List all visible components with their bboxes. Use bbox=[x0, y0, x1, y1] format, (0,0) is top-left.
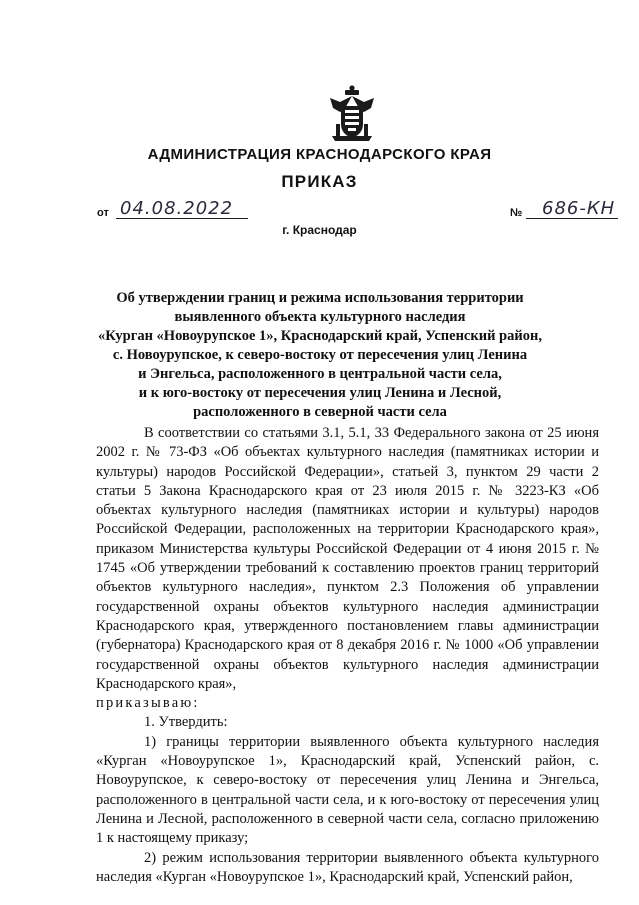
item-1-1-paragraph: 1) границы территории выявленного объекта культурного наследия «Курган «Новоурупское 1», Краснодарский край, Успенский район, с. Новоурупское, к северо-востоку от пересечения улиц Ленина и Энгельса, расположенного в центральной части села, и к юго-востоку от пересечения улиц Ленина и Лесной, расположенного в северной части села, согласно приложению 1 к настоящему приказу; bbox=[96, 733, 599, 847]
handwritten-number: 686-КН bbox=[542, 198, 616, 219]
title-line: с. Новоурупское, к северо-востоку от пересечения улиц Ленина bbox=[112, 347, 528, 363]
title-line: выявленного объекта культурного наследия bbox=[174, 309, 466, 325]
order-title bbox=[90, 289, 550, 422]
organization-name: АДМИНИСТРАЦИЯ КРАСНОДАРСКОГО КРАЯ bbox=[147, 146, 492, 163]
order-word: приказываю: bbox=[96, 695, 200, 712]
coat-of-arms-emblem bbox=[326, 84, 378, 142]
order-body bbox=[96, 424, 599, 887]
city-name: г. Краснодар bbox=[282, 223, 357, 237]
number-label: № bbox=[510, 207, 523, 219]
handwritten-date: 04.08.2022 bbox=[120, 198, 234, 219]
title-line: «Курган «Новоурупское 1», Краснодарский край, Успенский район, bbox=[98, 328, 542, 344]
title-line: расположенного в северной части села bbox=[193, 404, 447, 420]
title-line: и к юго-востоку от пересечения улиц Ленина и Лесной, bbox=[138, 385, 502, 401]
item-1-heading: 1. Утвердить: bbox=[144, 714, 228, 731]
item-1-2-paragraph: 2) режим использования территории выявленного объекта культурного наследия «Курган «Новоурупское 1», Краснодарский край, Успенский район, bbox=[96, 849, 599, 885]
title-line: и Энгельса, расположенного в центральной части села, bbox=[138, 366, 502, 382]
document-type: ПРИКАЗ bbox=[281, 172, 358, 191]
title-line: Об утверждении границ и режима использования территории bbox=[116, 290, 524, 306]
date-label: от bbox=[97, 207, 109, 219]
preamble-paragraph: В соответствии со статьями 3.1, 5.1, 33 Федерального закона от 25 июня 2002 г. № 73-ФЗ «Об объектах культурного наследия (памятниках истории и культуры) народов Российской Федерации», статьей 3, пунктом 29 части 2 статьи 5 Закона Краснодарского края от 23 июля 2015 г. № 3223-КЗ «Об объектах культурного наследия (памятниках истории и культуры) народов Российской Федерации, расположенных на территории Краснодарского края», приказом Министерства культуры Российской Федерации от 4 июня 2015 г. № 1745 «Об утверждении требований к составлению проектов границ территорий объектов культурного наследия», пунктом 2.3 Положения об управлении государственной охраны объектов культурного наследия администрации Краснодарского края, утвержденного постановлением главы администрации (губернатора) Краснодарского края от 8 декабря 2016 г. № 1000 «Об управлении государственной охраны объектов культурного наследия администрации Краснодарского края», bbox=[96, 425, 599, 692]
